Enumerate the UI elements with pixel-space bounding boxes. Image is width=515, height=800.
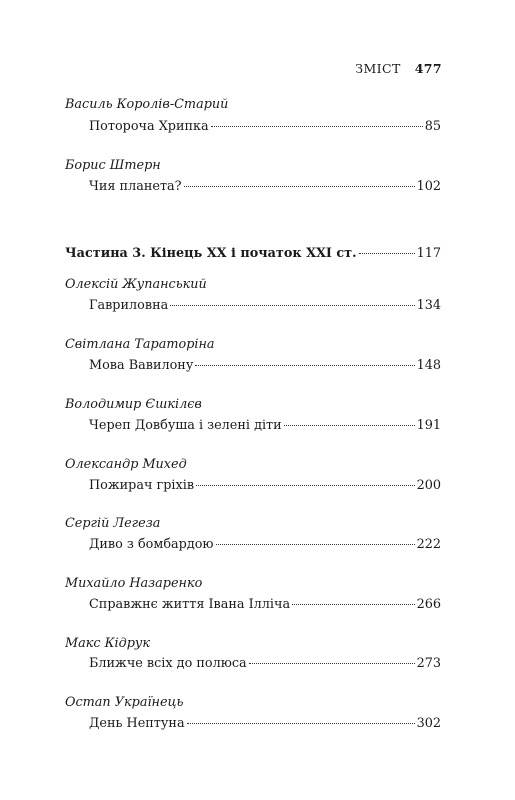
toc-entry[interactable] bbox=[89, 716, 441, 731]
dot-leader bbox=[292, 604, 414, 605]
dot-leader bbox=[284, 425, 415, 426]
author-name: Олександр Михед bbox=[65, 457, 187, 472]
page-ref: 200 bbox=[416, 478, 441, 493]
running-header bbox=[355, 61, 442, 76]
author-name: Остап Українець bbox=[65, 695, 184, 710]
page-ref: 85 bbox=[424, 119, 441, 134]
story-title: Справжнє життя Івана Ілліча bbox=[89, 597, 291, 612]
author-name: Борис Штерн bbox=[65, 158, 161, 173]
story-title: Пожирач гріхів bbox=[89, 478, 195, 493]
author-name: Михайло Назаренко bbox=[65, 576, 203, 591]
dot-leader bbox=[195, 365, 414, 366]
dot-leader bbox=[249, 663, 415, 664]
story-title: Чия планета? bbox=[89, 179, 182, 194]
part-title: Частина 3. Кінець XX і початок XXI ст. bbox=[65, 246, 357, 261]
dot-leader bbox=[196, 485, 415, 486]
toc-entry[interactable] bbox=[89, 179, 441, 194]
author-name: Сергій Легеза bbox=[65, 516, 161, 531]
section-title: ЗМІСТ bbox=[355, 61, 401, 76]
story-title: Ближче всіх до полюса bbox=[89, 656, 247, 671]
page-ref: 266 bbox=[416, 597, 441, 612]
page-ref: 191 bbox=[416, 418, 441, 433]
toc-entry[interactable] bbox=[89, 418, 441, 433]
toc-entry[interactable] bbox=[89, 119, 441, 134]
dot-leader bbox=[211, 126, 423, 127]
dot-leader bbox=[216, 544, 415, 545]
dot-leader bbox=[359, 253, 415, 254]
part-heading[interactable] bbox=[65, 246, 441, 261]
author-name: Макс Кідрук bbox=[65, 636, 150, 651]
toc-entry[interactable] bbox=[89, 656, 441, 671]
story-title: Диво з бомбардою bbox=[89, 537, 214, 552]
page-number: 477 bbox=[414, 61, 442, 76]
page-ref: 222 bbox=[416, 537, 441, 552]
page-ref: 117 bbox=[416, 246, 441, 261]
page-ref: 134 bbox=[416, 298, 441, 313]
author-name: Олексій Жупанський bbox=[65, 277, 207, 292]
story-title: День Нептуна bbox=[89, 716, 185, 731]
author-name: Світлана Тараторіна bbox=[65, 337, 215, 352]
page-ref: 273 bbox=[416, 656, 441, 671]
dot-leader bbox=[170, 305, 414, 306]
toc-entry[interactable] bbox=[89, 358, 441, 373]
toc-entry[interactable] bbox=[89, 597, 441, 612]
page-ref: 302 bbox=[416, 716, 441, 731]
author-name: Василь Королів-Старий bbox=[65, 97, 229, 112]
dot-leader bbox=[184, 186, 415, 187]
page-ref: 102 bbox=[416, 179, 441, 194]
story-title: Потороча Хрипка bbox=[89, 119, 209, 134]
author-name: Володимир Єшкілєв bbox=[65, 397, 202, 412]
page-ref: 148 bbox=[416, 358, 441, 373]
story-title: Мова Вавилону bbox=[89, 358, 194, 373]
toc-entry[interactable] bbox=[89, 478, 441, 493]
toc-entry[interactable] bbox=[89, 298, 441, 313]
toc-entry[interactable] bbox=[89, 537, 441, 552]
dot-leader bbox=[187, 723, 415, 724]
story-title: Гавриловна bbox=[89, 298, 169, 313]
story-title: Череп Довбуша і зелені діти bbox=[89, 418, 282, 433]
